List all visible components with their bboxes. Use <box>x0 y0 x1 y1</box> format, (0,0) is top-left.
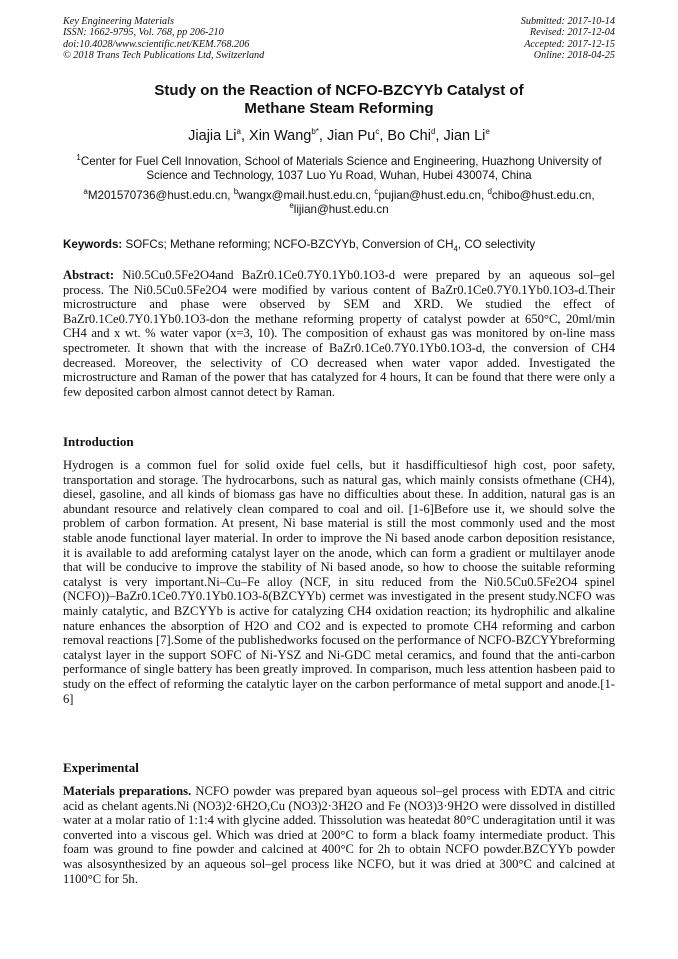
author-mark: c <box>375 127 380 137</box>
email-address: lijian@hust.edu.cn <box>293 203 389 217</box>
author-emails: $^a$M201570736@hust.edu.cn, $^b$wangx@mail.hust.edu.cn, $^c$pujian@hust.edu.cn, $^d$chibo@hust.edu.cn, $^e$lijian@hust.edu.cn <box>83 187 595 217</box>
author-list: Jiajia Li$^a$, Xin Wang$^{b*}$, Jian Pu$^c$, Bo Chi$^d$, Jian Li$^e$ <box>188 127 490 144</box>
affiliation-mark: 1 <box>76 153 81 163</box>
revised-date: Revised: 2017-12-04 <box>529 27 615 39</box>
introduction-heading: Introduction <box>63 434 134 449</box>
keywords-subscript: 4 <box>453 244 458 254</box>
keywords-label: Keywords: <box>63 238 123 251</box>
issn-line: ISSN: 1662-9795, Vol. 768, pp 206-210 <box>63 27 224 39</box>
author-name: Xin Wang <box>249 128 312 144</box>
online-date: Online: 2018-04-25 <box>533 50 615 62</box>
title-line-2: Methane Steam Reforming <box>244 100 434 117</box>
author-mark: b* <box>311 127 319 137</box>
publication-dates <box>521 16 615 62</box>
materials-subheading: Materials preparations. <box>63 784 192 798</box>
experimental-paragraph <box>63 784 615 886</box>
paper-title <box>63 82 615 118</box>
abstract-label: Abstract <box>63 268 110 282</box>
email-mark: e <box>289 201 294 211</box>
submitted-date: Submitted: 2017-10-14 <box>520 16 615 27</box>
author-name: Bo Chi <box>387 128 431 144</box>
author-mark: d <box>430 127 436 137</box>
copyright-line: © 2018 Trans Tech Publications Ltd, Switzerland <box>63 50 265 62</box>
doi-line: doi:10.4028/www.scientific.net/KEM.768.206 <box>63 38 250 50</box>
affiliation <box>63 155 615 184</box>
email-address: M201570736@hust.edu.cn <box>87 189 228 202</box>
journal-info <box>63 16 264 62</box>
experimental-text: NCFO powder was prepared byan aqueous sol–gel process with EDTA and citric acid as chelant agents.Ni (NO3)2·6H2O,Cu (NO3)2·3H2O and Fe (NO3)3·9H2O were dissolved in distilled water at a molar ratio of 1:1:4 with glycine added. Thissolution was heatedat 80°C underagitation until it was converted into a viscous gel. Which was dried at 200°C to form a black foamy intermediate product. This foam was ground to fine powder and calcined at 400°C for 2h to obtain NCFO powder.BZCYYb powder was alsosynthesized by an aqueous sol–gel process like NCFO, but it was dried at 300°C and calcined at 1100°C for 5h. <box>63 784 615 886</box>
experimental-heading: Experimental <box>63 760 139 775</box>
email-address: wangx@mail.hust.edu.cn <box>238 189 368 202</box>
keywords-text-tail: , CO selectivity <box>457 238 536 251</box>
email-mark: d <box>487 187 492 197</box>
author-name: Jian Pu <box>326 128 376 144</box>
keywords-text: SOFCs; Methane reforming; NCFO-BZCYYb, Conversion of CH <box>125 238 454 251</box>
email-address: chibo@hust.edu.cn <box>491 189 592 202</box>
affiliation-text: Center for Fuel Cell Innovation, School of Materials Science and Engineering, Huazhong University of Science and Technology, 1037 Luo Yu Road, Wuhan, Hubei 430074, China <box>80 155 602 183</box>
accepted-date: Accepted: 2017-12-15 <box>524 38 615 50</box>
introduction-text: Hydrogen is a common fuel for solid oxide fuel cells, but it hasdifficultiesof high cost, poor safety, transportation and storage. The hydrocarbons, such as natural gas, which mainly consists ofmethane (CH4), diesel, gasoline, and all kinds of biomass gas have no difficulties about these. In addition, natural gas is an abundant resource and relatively clean compared to coal and oil. [1-6]Before use it, we should solve the problem of carbon formation. At present, Ni base material is still the most commonly used and the most stable anode functional layer material. In order to improve the Ni based anode carbon deposition resistance, it is available to add areforming catalyst layer on the anode, which can form a gradient or multilayer anode that will be conducive to improve the stability of Ni based anode, so how to choose the suitable reforming catalyst is very important.Ni–Cu–Fe alloy (NCF, in situ reduced from the Ni0.5Cu0.5Fe2O4 spinel (NCFO))–BaZr0.1Ce0.7Y0.1Yb0.1O3-δ(BZCYYb) cermet was investigated in the present study.NCFO was mainly catalytic, and BZCYYb is active for catalyzing CH4 oxidation reaction; its hydrophilic and alkaline nature enhances the absorption of H2O and CO2 and is expected to promote CH4 reforming and carbon removal reactions [7].Some of the publishedworks focused on the performance of NCFO-BZCYYbreforming catalyst layer in the support SOFC of Ni-YSZ and Ni-GDC metal ceramics, and found that the anti-carbon performance of single battery has been greatly improved. In comparison, much less attention hasbeen paid to study on the effect of reforming the catalytic layer on the carbon performance of metal support and anode.[1-6] <box>63 458 615 706</box>
author-mark: a <box>236 127 241 137</box>
email-address: pujian@hust.edu.cn <box>378 189 482 202</box>
title-line-1: Study on the Reaction of NCFO-BZCYYb Catalyst of <box>154 82 524 99</box>
abstract-text: Ni0.5Cu0.5Fe2O4and BaZr0.1Ce0.7Y0.1Yb0.1O3-d were prepared by an aqueous sol–gel process. The Ni0.5Cu0.5Fe2O4 were modified by various content of BaZr0.1Ce0.7Y0.1Yb0.1O3-d.Their microstructure and phase were observed by SEM and XRD. We studied the effect of BaZr0.1Ce0.7Y0.1Yb0.1O3-don the methane reforming property of catalyst powder at 650°C, 20ml/min CH4 and x wt. % water vapor (x=3, 10). The composition of exhaust gas was monitored by on-line mass spectrometer. It shown that with the increase of BaZr0.1Ce0.7Y0.1Yb0.1O3-d, the conversion of CH4 decreased. Moreover, the selectivity of CO decreased when water vapor added. Investigated the microstructure and Raman of the power that has catalyzed for 4 hours, It can be found that there were only a few deposited carbon almost cannot detect by Raman. <box>63 268 615 399</box>
abstract: Abstract: Ni0.5Cu0.5Fe2O4and BaZr0.1Ce0.7Y0.1Yb0.1O3-d were prepared by an aqueous sol–gel process. The Ni0.5Cu0.5Fe2O4 were modified by various content of BaZr0.1Ce0.7Y0.1Yb0.1O3-d.Their microstructure and phase were observed by SEM and XRD. We studied the effect of BaZr0.1Ce0.7Y0.1Yb0.1O3-don the methane reforming property of catalyst powder at 650°C, 20ml/min CH4 and x wt. % water vapor (x=3, 10). The composition of exhaust gas was monitored by on-line mass spectrometer. It shown that with the increase of BaZr0.1Ce0.7Y0.1Yb0.1O3-d, the conversion of CH4 decreased. Moreover, the selectivity of CO decreased when water vapor added. Investigated the microstructure and Raman of the power that has catalyzed for 4 hours, It can be found that there were only a few deposited carbon almost cannot detect by Raman. <box>63 268 615 399</box>
author-name: Jiajia Li <box>188 128 237 144</box>
journal-name: Key Engineering Materials <box>63 16 174 27</box>
author-name: Jian Li <box>443 128 486 144</box>
email-mark: a <box>83 187 88 197</box>
author-mark: e <box>485 127 490 137</box>
keywords <box>63 238 615 254</box>
email-mark: c <box>374 187 379 197</box>
email-mark: b <box>233 187 239 197</box>
